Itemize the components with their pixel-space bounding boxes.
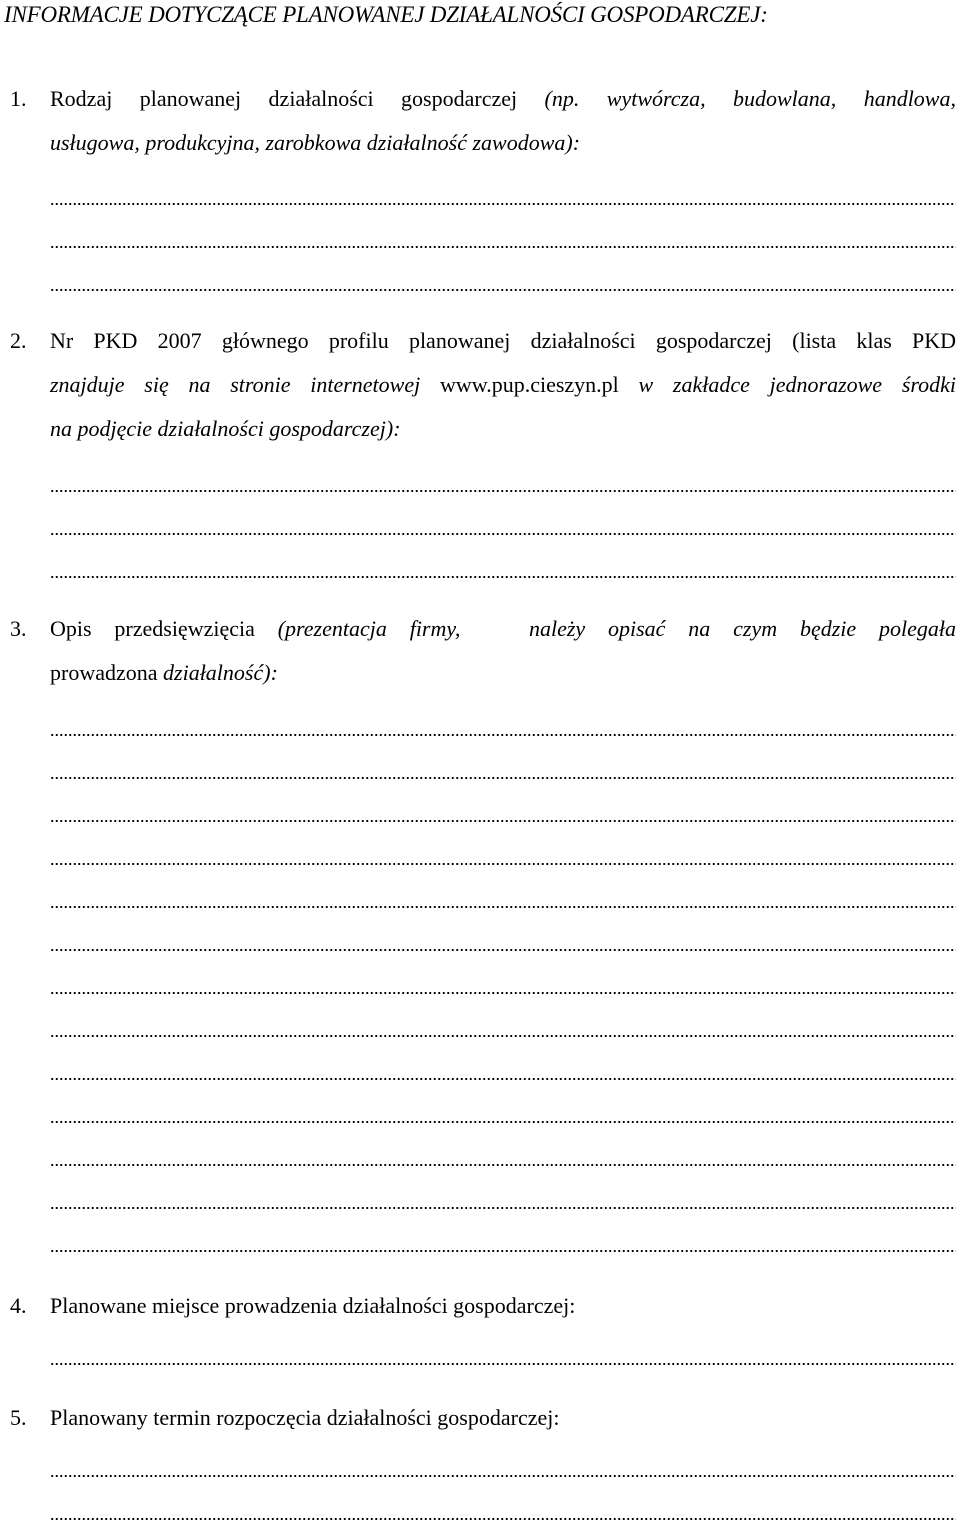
question-2-number: 2.: [10, 328, 27, 353]
answer-line[interactable]: [50, 575, 956, 579]
question-2-text-line-1: Nr PKD 2007 głównego profilu planowanej działalności gospodarczej (lista klas PKD: [50, 328, 956, 353]
question-3-note: (prezentacja firmy, należy opisać na czym będzie polegała: [277, 616, 956, 641]
question-5-number: 5.: [10, 1405, 27, 1430]
answer-line[interactable]: [50, 532, 956, 536]
answer-line[interactable]: [50, 819, 956, 823]
question-3-note-cont: działalność):: [163, 660, 278, 685]
question-2-text-line-3: na podjęcie działalności gospodarczej):: [50, 416, 401, 441]
answer-line[interactable]: [50, 1249, 956, 1253]
answer-line[interactable]: [50, 1517, 956, 1521]
answer-line[interactable]: [50, 776, 956, 780]
question-4-number: 4.: [10, 1293, 27, 1318]
question-2-note-a: znajduje się na stronie internetowej: [50, 372, 440, 397]
question-1-text-line-2: usługowa, produkcyjna, zarobkowa działalność zawodowa):: [50, 130, 581, 155]
question-1-examples: (np. wytwórcza, budowlana, handlowa,: [544, 86, 956, 111]
question-1-number: 1.: [10, 86, 27, 111]
answer-line[interactable]: [50, 733, 956, 737]
question-4-text: Planowane miejsce prowadzenia działalności gospodarczej:: [50, 1293, 576, 1318]
question-1-text-line-1: [50, 88, 956, 110]
question-3-label-cont: prowadzona: [50, 660, 164, 685]
question-3-label: Opis przedsięwzięcia: [50, 616, 278, 641]
question-2-note-b: w zakładce jednorazowe środki: [618, 372, 956, 397]
answer-line[interactable]: [50, 1206, 956, 1210]
answer-line[interactable]: [50, 862, 956, 866]
answer-line[interactable]: [50, 1362, 956, 1366]
question-5-text: Planowany termin rozpoczęcia działalności gospodarczej:: [50, 1405, 560, 1430]
answer-line[interactable]: [50, 489, 956, 493]
answer-line[interactable]: [50, 1120, 956, 1124]
answer-line[interactable]: [50, 245, 956, 249]
question-3-text-line-2: [50, 662, 278, 684]
answer-line[interactable]: [50, 202, 956, 206]
section-heading: INFORMACJE DOTYCZĄCE PLANOWANEJ DZIAŁALNOŚCI GOSPODARCZEJ:: [4, 2, 768, 27]
answer-line[interactable]: [50, 1034, 956, 1038]
answer-line[interactable]: [50, 1163, 956, 1167]
answer-line[interactable]: [50, 288, 956, 292]
question-3-number: 3.: [10, 616, 27, 641]
answer-line[interactable]: [50, 905, 956, 909]
answer-line[interactable]: [50, 991, 956, 995]
question-2-text-line-2: [50, 374, 956, 396]
answer-line[interactable]: [50, 948, 956, 952]
question-3-text-line-1: [50, 618, 956, 640]
question-1-label: Rodzaj planowanej działalności gospodarczej: [50, 86, 545, 111]
website-link[interactable]: www.pup.cieszyn.pl: [439, 372, 619, 397]
answer-line[interactable]: [50, 1474, 956, 1478]
answer-line[interactable]: [50, 1077, 956, 1081]
